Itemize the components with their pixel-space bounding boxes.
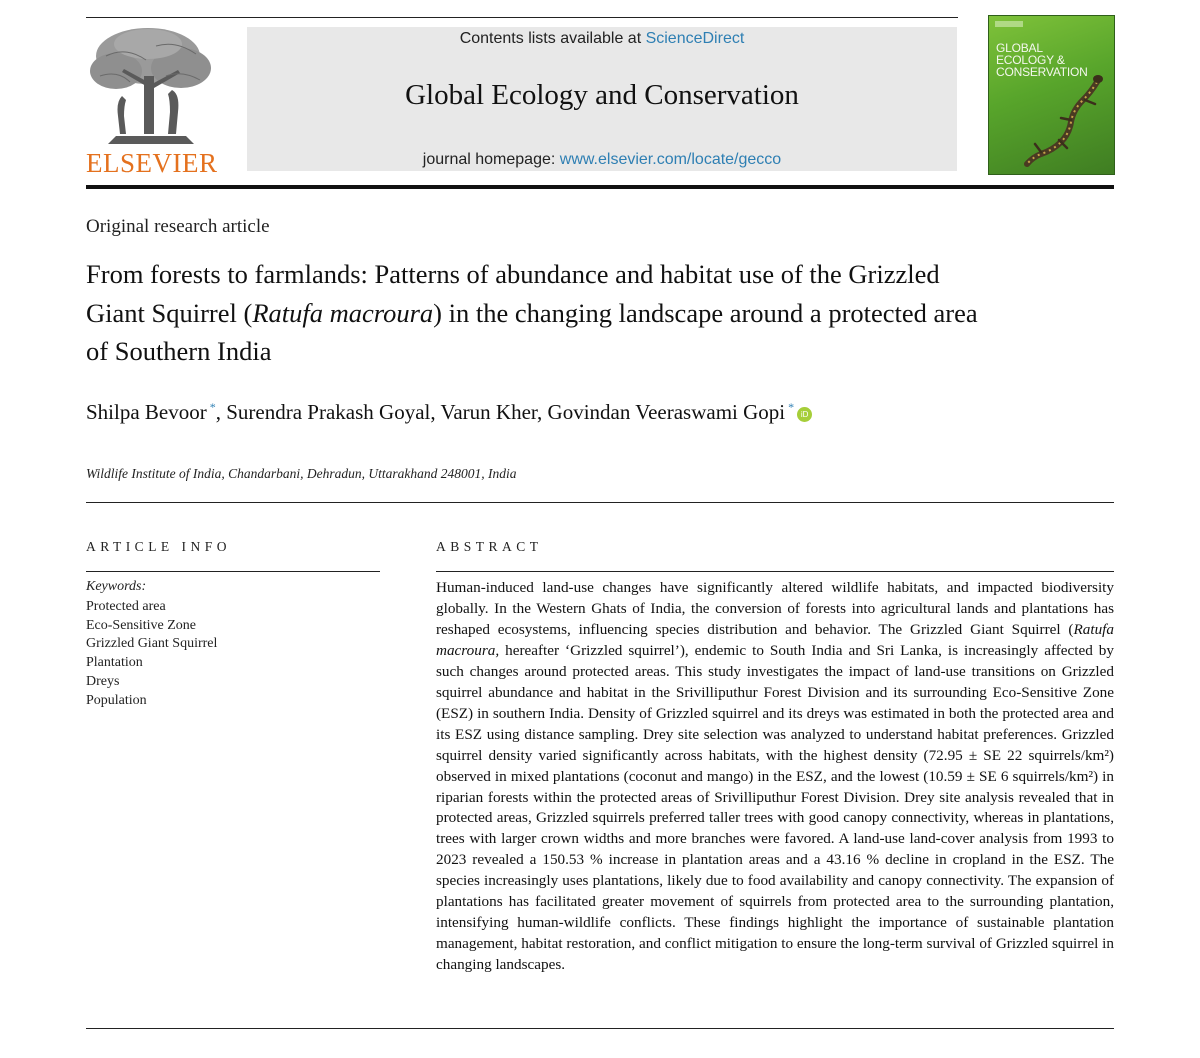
author-name[interactable]: Shilpa Bevoor (86, 400, 207, 424)
title-part1: From forests to farmlands: Patterns of abundance and habitat use of the Grizzled Giant Squirrel ( (86, 259, 940, 328)
keyword-item: Dreys (86, 673, 120, 689)
journal-cover-thumbnail[interactable] (988, 15, 1115, 175)
author-name[interactable]: Govindan Veeraswami Gopi (547, 400, 786, 424)
contents-prefix: Contents lists available at (459, 30, 646, 47)
homepage-prefix: journal homepage: (422, 151, 560, 168)
author-separator: , (215, 400, 227, 424)
header-bottom-rule (86, 185, 1114, 189)
elsevier-wordmark: ELSEVIER (86, 148, 218, 178)
abstract-part2: hereafter ‘Grizzled squirrel’), endemic to South India and Sri Lanka, is increasingly affected by such changes around protected areas. This study investigates the impact of land-use transitions on Grizzled squirrel abundance and habitat in the Srivilliputhur Forest Division and its surrounding Eco-Sensitive Zone (ESZ) in southern India. Density of Grizzled squirrel and its dreys was estimated in both the protected area and its ESZ using distance sampling. Drey site selection was analyzed to understand habitat preferences. Grizzled squirrel density varied significantly across habitats, with the highest density (72.95 ± SE 22 squirrels/km²) observed in mixed plantations (coconut and mango) in the ESZ, and the lowest (10.59 ± SE 6 squirrels/km²) in riparian forests within the protected areas of Srivilliputhur Forest Division. Drey site analysis revealed that in protected areas, Grizzled squirrels preferred taller trees with good canopy connectivity, whereas in plantations, trees with larger crown widths and more branches were favored. A land-use land-cover analysis from 1993 to 2023 revealed a 150.53 % increase in plantation areas and a 43.16 % decline in cropland in the ESZ. The species increasingly uses plantations, likely due to food availability and canopy connectivity. The expansion of plantations has facilitated greater movement of squirrels from protected area to the surrounding plantation, intensifying human-wildlife conflicts. These findings highlight the importance of sustainable plantation management, habitat restoration, and conflict mitigation to ensure the long-term survival of Grizzled squirrel in changing landscapes. (436, 641, 1114, 974)
keyword-item: Population (86, 692, 147, 708)
footer-rule (86, 1028, 1114, 1029)
abstract-rule (436, 571, 1114, 572)
author-name[interactable]: Surendra Prakash Goyal (226, 400, 431, 424)
abstract-heading: ABSTRACT (436, 539, 543, 554)
author-affiliation: Wildlife Institute of India, Chandarbani, Dehradun, Uttarakhand 248001, India (86, 466, 517, 481)
article-info-heading: ARTICLE INFO (86, 539, 232, 554)
journal-homepage-link[interactable]: www.elsevier.com/locate/gecco (559, 151, 782, 168)
journal-banner (247, 27, 957, 171)
journal-title[interactable]: Global Ecology and Conservation (405, 79, 799, 111)
section-divider (86, 502, 1114, 503)
orcid-icon[interactable]: iD (797, 407, 812, 422)
corresponding-author-mark[interactable]: * (788, 400, 795, 414)
journal-homepage-line (247, 151, 957, 169)
article-info-rule (86, 571, 380, 572)
author-separator: , (430, 400, 441, 424)
corresponding-author-mark[interactable]: * (209, 400, 216, 414)
abstract-part1: Human-induced land-use changes have significantly altered wildlife habitats, and impacted biodiversity globally. In the Western Ghats of India, the conversion of forests into agricultural lands and plantations has reshaped ecosystems, influencing species distribution and behavior. The Grizzled Giant Squirrel ( (436, 579, 1114, 638)
title-part2: ) in the changing landscape around a protected area of Southern India (86, 297, 978, 366)
author-separator: , (537, 400, 548, 424)
keyword-item: Grizzled Giant Squirrel (86, 636, 218, 652)
salamander-icon (989, 16, 1114, 174)
title-species-name: Ratufa macroura (252, 297, 434, 328)
abstract-text (436, 578, 1114, 976)
author-list (86, 393, 906, 426)
elsevier-tree-icon (86, 26, 216, 148)
keywords-label: Keywords: (86, 579, 147, 594)
sciencedirect-link[interactable]: ScienceDirect (645, 30, 745, 47)
contents-lists-line (247, 30, 957, 48)
keyword-item: Protected area (86, 599, 166, 614)
cover-title-line2: ECOLOGY & (996, 53, 1065, 67)
article-title (86, 255, 986, 371)
keyword-item: Eco-Sensitive Zone (86, 617, 197, 633)
author-name[interactable]: Varun Kher (440, 400, 538, 424)
header-top-rule (86, 17, 958, 18)
keywords-list (86, 598, 217, 710)
cover-title-line1: GLOBAL (996, 41, 1043, 55)
article-type: Original research article (86, 216, 270, 237)
keyword-item: Plantation (86, 655, 143, 671)
abstract-species-name: Ratufa macroura, (436, 620, 1114, 659)
cover-title-line3: CONSERVATION (996, 65, 1088, 79)
elsevier-logo[interactable] (86, 26, 216, 176)
